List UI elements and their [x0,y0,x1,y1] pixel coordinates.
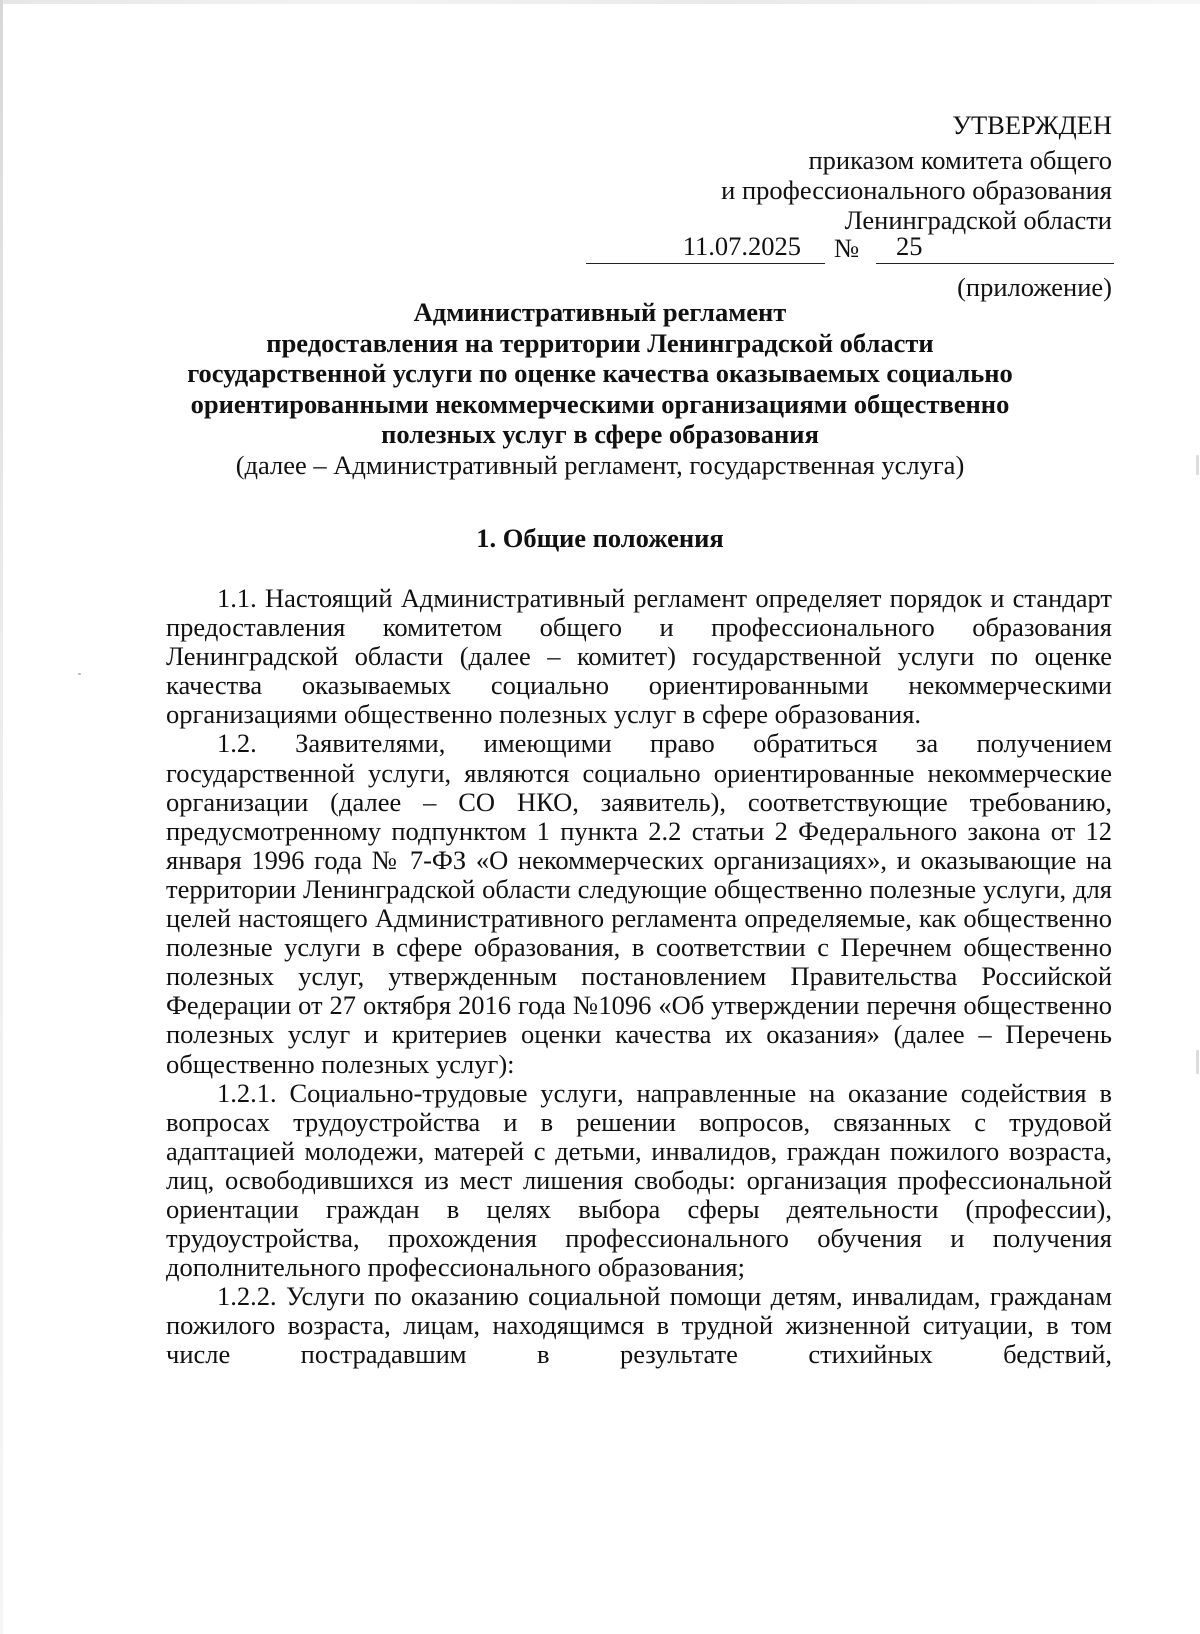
paragraph-1-1: 1.1. Настоящий Административный регламент определяет порядок и стандарт предоставления комитетом общего и профессионального образования Ленинградской области (далее – комитет) государственной услуги по оценке качества оказываемых социально ориентированными некоммерческими организациями общественно полезных услуг в сфере образования. [166,583,1112,730]
order-date: 11.07.2025 [586,231,825,264]
scan-edge-left [0,0,3,1634]
scan-speck [1196,455,1199,475]
paragraph-1-2: 1.2. Заявителями, имеющими право обратиться за получением государственной услуги, являются социально ориентированные некоммерческие организации (далее – СО НКО, заявитель), соответствующие требованию, предусмотренному подпунктом 1 пункта 2.2 статьи 2 Федерального закона от 12 января 1996 года № 7-ФЗ «О некоммерческих организациях», и оказывающие на территории Ленинградской области следующие общественно полезные услуги, для целей настоящего Административного регламента определяемые, как общественно полезные услуги в сфере образования, в соответствии с Перечнем общественно полезных услуг, утвержденным постановлением Правительства Российской Федерации от 27 октября 2016 года №1096 «Об утверждении перечня общественно полезных услуг и критериев оценки качества их оказания» (далее – Перечень общественно полезных услуг): [166,728,1112,1079]
paragraph-1-2-1: 1.2.1. Социально-трудовые услуги, направленные на оказание содействия в вопросах трудоустройства и в решении вопросов, связанных с трудовой адаптацией молодежи, матерей с детьми, инвалидов, граждан пожилого возраста, лиц, освободившихся из мест лишения свободы: организация профессиональной ориентации граждан в целях выбора сферы деятельности (профессии), трудоустройства, прохождения профессионального обучения и получения дополнительного профессионального образования; [166,1077,1112,1283]
paragraph-1-2-2: 1.2.2. Услуги по оказанию социальной помощи детям, инвалидам, гражданам пожилого возраста, лицам, находящимся в трудной жизненной ситуации, в том числе пострадавшим в результате стихийных бедствий, [166,1281,1112,1370]
order-number: 25 [876,231,1114,264]
approval-order-text-3: Ленинградской области [844,205,1112,235]
scan-edge-top [0,0,1200,4]
section-body [166,584,1112,1370]
document-title [140,297,1060,480]
approval-order-text-2: и профессионального образования [721,175,1112,205]
scan-speck [1196,1050,1199,1074]
title-line-4: ориентированными некоммерческими организациями общественно [190,388,1010,419]
order-number-sign: № [834,233,860,263]
appendix-label: (приложение) [957,272,1112,302]
approval-order-text-1: приказом комитета общего [808,145,1112,175]
order-date-number-row [586,231,1114,267]
approval-block [560,110,1112,140]
approval-title: УТВЕРЖДЕН [952,110,1112,140]
scan-speck [78,673,81,675]
approval-order-line-2 [560,175,1112,205]
approval-order-line-1 [560,145,1112,175]
section-heading: 1. Общие положения [476,523,724,553]
title-line-1: Административный регламент [413,297,787,327]
title-line-5: полезных услуг в сфере образования [381,419,819,449]
title-line-2: предоставления на территории Ленинградской области [266,327,934,358]
title-subtitle: (далее – Административный регламент, государственная услуга) [235,449,965,480]
title-line-3: государственной услуги по оценке качества оказываемых социально [187,358,1013,388]
